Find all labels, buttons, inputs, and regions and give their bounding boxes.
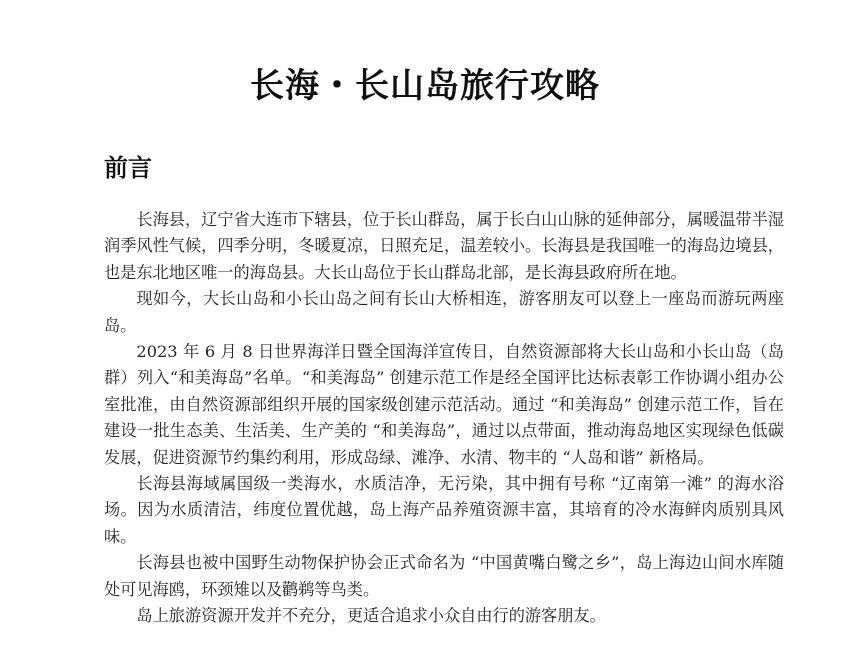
section-heading-preface: 前言 — [104, 154, 152, 182]
document-title: 长海・长山岛旅行攻略 — [250, 66, 600, 106]
preface-body — [104, 207, 784, 630]
paragraph: 2023 年 6 月 8 日世界海洋日暨全国海洋宣传日，自然资源部将大长山岛和小长山岛（岛群）列入“和美海岛”名单。“和美海岛” 创建示范工作是经全国评比达标表彰工作协调小组办公室批准，由自然资源部组织开展的国家级创建示范活动。通过 “和美海岛” 创建示范工作，旨在建设一批生态美、生活美、生产美的 “和美海岛”，通过以点带面，推动海岛地区实现绿色低碳发展，促进资源节约集约利用，形成岛绿、滩净、水清、物丰的 “人岛和谐” 新格局。 — [104, 342, 784, 467]
paragraph: 长海县海域属国级一类海水，水质洁净，无污染，其中拥有号称 “辽南第一滩” 的海水浴场。因为水质清洁，纬度位置优越，岛上海产品养殖资源丰富，其培育的冷水海鲜肉质别具风味。 — [104, 474, 784, 546]
paragraph: 岛上旅游资源开发并不充分，更适合追求小众自由行的游客朋友。 — [136, 606, 606, 626]
paragraph: 长海县也被中国野生动物保护协会正式命名为 “中国黄嘴白鹭之乡”，岛上海边山间水库随处可见海鸥，环颈雉以及鹳鹈等鸟类。 — [104, 553, 784, 599]
paragraph: 长海县，辽宁省大连市下辖县，位于长山群岛，属于长白山山脉的延伸部分，属暖温带半湿润季风性气候，四季分明，冬暖夏凉，日照充足，温差较小。长海县是我国唯一的海岛边境县，也是东北地区唯一的海岛县。大长山岛位于长山群岛北部，是长海县政府所在地。 — [104, 210, 784, 282]
paragraph: 现如今，大长山岛和小长山岛之间有长山大桥相连，游客朋友可以登上一座岛而游玩两座岛。 — [104, 289, 784, 335]
